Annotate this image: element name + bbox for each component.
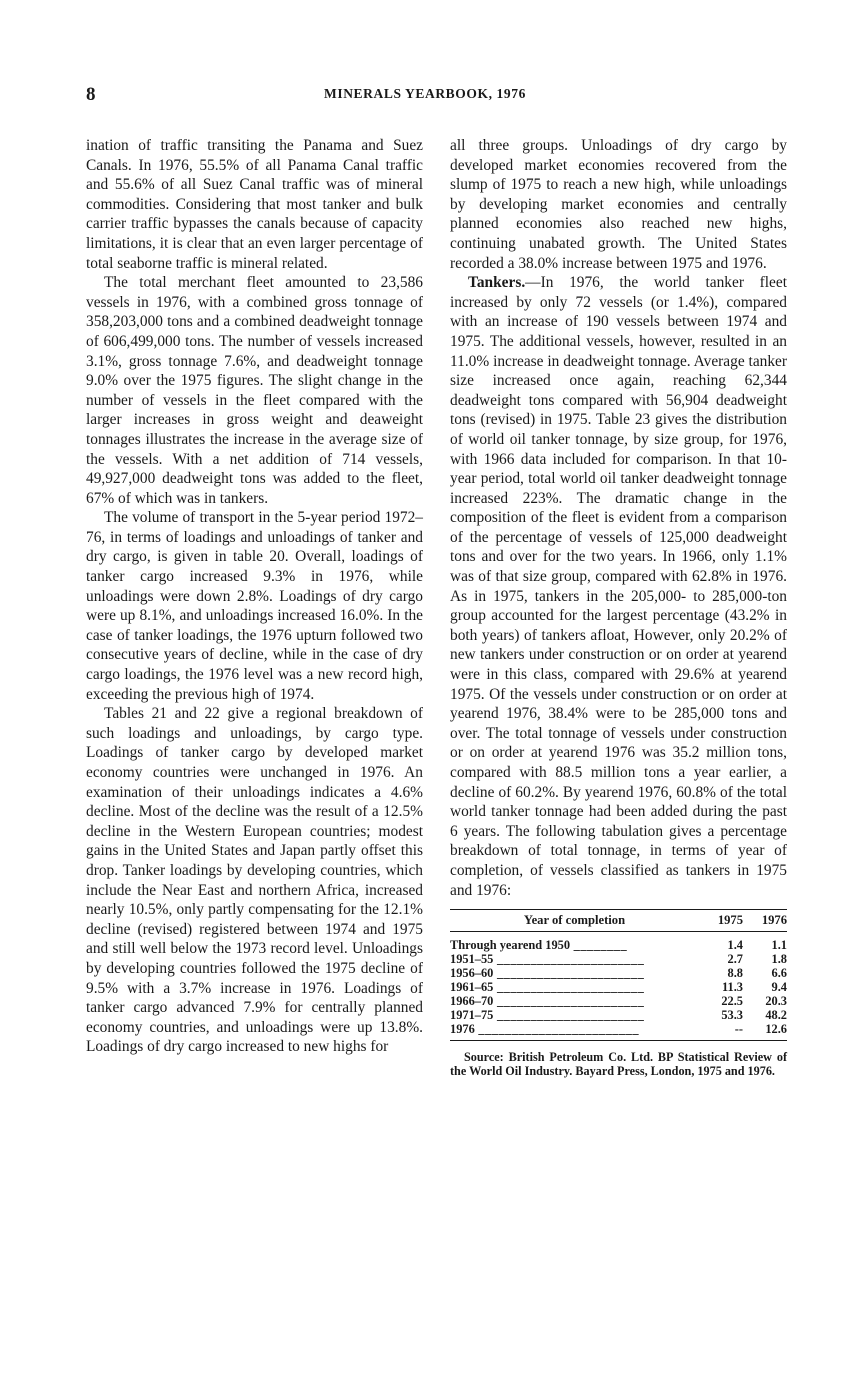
value-1976: 6.6 [771, 966, 787, 981]
right-column [450, 136, 787, 1078]
row-label [450, 966, 699, 980]
table-row [450, 932, 787, 953]
row-label-text: 1951–55 [450, 952, 494, 967]
page-header [86, 84, 776, 106]
row-label [450, 932, 699, 953]
table-header-row [450, 910, 787, 932]
tankers-text: —In 1976, the world tanker fleet increased by only 72 vessels (or 1.4%), compared with an increase of 190 vessels between 1974 and 1975. The additional vessels, however, resulted in an 11.0% increase in deadweight tonnage. Average tanker size increased once again, reaching 62,344 deadweight tons compared with 56,904 deadweight tons (revised) in 1975. Table 23 gives the distribution of world oil tanker tonnage, by size group, for 1976, with 1966 data included for comparison. In that 10-year period, total world oil tanker deadweight tonnage increased 223%. The dramatic change in the composition of the fleet is evident from a comparison of the percentage of vessels of 125,000 deadweight tons and over for the two years. In 1966, only 1.1% was of that size group, compared with 62.8% in 1976. As in 1975, tankers in the 205,000- to 285,000-ton group accounted for the largest percentage (43.2% in both years) of tankers afloat, However, only 20.2% of new tankers under construction or on order at yearend were in this class, compared with 29.6% at yearend 1975. Of the vessels under construction or on order at yearend 1976, 38.4% were to be 285,000 tons and over. The total tonnage of vessels under construction or on order at yearend 1976 was 35.2 million tons, compared with 88.5 million tons a year earlier, a decline of 60.2%. By yearend 1976, 60.8% of the total world tanker tonnage had been added during the past 6 years. The following tabulation gives a percentage breakdown of total tonnage, in terms of year of completion, of vessels classified as tankers in 1975 and 1976: [450, 274, 787, 899]
column-header: 1975 [699, 910, 743, 932]
table-row [450, 1008, 787, 1022]
row-label-text: 1971–75 [450, 1008, 494, 1023]
dot-leader: ______________________ [493, 952, 645, 967]
paragraph: The volume of transport in the 5-year period 1972–76, in terms of loadings and unloadings of tanker and dry cargo, is given in table 20. Overall, loadings of tanker cargo increased 9.3% in 1976, while unloadings were down 2.8%. Loadings of dry cargo were up 8.1%, and unloadings increased 16.0%. In the case of tanker loadings, the 1976 upturn followed two consecutive years of decline, while in the case of dry cargo loadings, the 1976 level was a new record high, exceeding the previous high of 1974. [86, 509, 423, 703]
value-1976: 12.6 [743, 1022, 787, 1041]
paragraph: ination of traffic transiting the Panama and Suez Canals. In 1976, 55.5% of all Panama Canal traffic and 55.6% of all Suez Canal traffic was of mineral commodities. Considering that most tanker and bulk carrier traffic bypasses the canals because of capacity limitations, it is clear that an even larger percentage of total seaborne traffic is mineral related. [86, 137, 423, 272]
value-1975: 8.8 [727, 966, 743, 981]
row-label-text: 1976 [450, 1022, 475, 1037]
value-1975: -- [699, 1022, 743, 1041]
table-row [450, 994, 787, 1008]
table-row [450, 966, 787, 980]
row-label [450, 994, 699, 1008]
paragraph: Tables 21 and 22 give a regional breakdown of such loadings and unloadings, by cargo type. Loadings of tanker cargo by developed market economy countries were unchanged in 1976. An examination of their unloadings indicates a 4.6% decline. Most of the decline was the result of a 12.5% decline in the Western European countries; modest gains in the United States and Japan partly offset this drop. Tanker loadings by developing countries, which include the Near East and northern Africa, increased nearly 10.5%, only partly compensating for the 12.1% decline (revised) registered between 1974 and 1975 and still well below the 1973 record level. Unloadings by developing countries followed the 1975 decline of 9.5% with a 3.7% increase in 1976. Loadings of tanker cargo advanced 7.9% for centrally planned economy countries, and unloadings were up 13.8%. Loadings of dry cargo increased to new highs for [86, 705, 423, 1056]
page-number: 8 [86, 84, 96, 105]
row-label-text: 1956–60 [450, 966, 494, 981]
paragraph: The total merchant fleet amounted to 23,586 vessels in 1976, with a combined gross tonnage of 358,203,000 tons and a combined deadweight tonnage of 606,499,000 tons. The number of vessels increased 3.1%, gross tonnage 7.6%, and deadweight tonnage 9.0% over the 1975 figures. The slight change in the number of vessels in the fleet compared with the larger increases in gross weight and deaweight tonnages illustrates the increase in the average size of the vessels. With a net addition of 714 vessels, 49,927,000 deadweight tons was added to the fleet, 67% of which was in tankers. [86, 274, 423, 507]
row-label [450, 952, 699, 966]
row-label [450, 1008, 699, 1022]
tankers-paragraph [450, 273, 787, 900]
tanker-completion-table [450, 909, 787, 1041]
column-header: 1976 [743, 910, 787, 932]
value-1976: 48.2 [765, 1008, 787, 1023]
dot-leader: ______________________ [493, 966, 645, 981]
value-1975: 53.3 [721, 1008, 743, 1023]
running-title: MINERALS YEARBOOK, 1976 [324, 86, 526, 101]
paragraph: all three groups. Unloadings of dry cargo by developed market economies recovered from the slump of 1975 to reach a new high, while unloadings by developing market economies and centrally planned economies also reached new highs, continuing unabated growth. The United States recorded a 38.0% increase between 1975 and 1976. [450, 137, 787, 272]
value-1976: 20.3 [765, 994, 787, 1009]
row-label-text: 1961–65 [450, 980, 494, 995]
value-1976: 1.8 [771, 952, 787, 967]
tankers-heading: Tankers. [468, 274, 526, 292]
dot-leader: ______________________ [493, 980, 645, 995]
dot-leader: ________________________ [474, 1022, 640, 1037]
dot-leader: ______________________ [493, 1008, 645, 1023]
row-label [450, 980, 699, 994]
row-label-text: 1966–70 [450, 994, 494, 1009]
table-row [450, 952, 787, 966]
value-1975: 11.3 [722, 980, 743, 995]
column-header: Year of completion [450, 910, 699, 932]
left-column [86, 136, 423, 1057]
table-source-note: Source: British Petroleum Co. Ltd. BP Statistical Review of the World Oil Industry. Bayard Press, London, 1975 and 1976. [450, 1050, 787, 1078]
dot-leader: ______________________ [493, 994, 645, 1009]
row-label [450, 1022, 699, 1041]
table-row [450, 980, 787, 994]
dot-leader: ________ [570, 938, 628, 953]
table-row [450, 1022, 787, 1041]
value-1975: 1.4 [727, 938, 743, 953]
value-1975: 2.7 [727, 952, 743, 967]
value-1976: 1.1 [771, 938, 787, 953]
row-label-text: Through yearend 1950 [450, 938, 571, 953]
value-1975: 22.5 [721, 994, 743, 1009]
value-1976: 9.4 [771, 980, 787, 995]
